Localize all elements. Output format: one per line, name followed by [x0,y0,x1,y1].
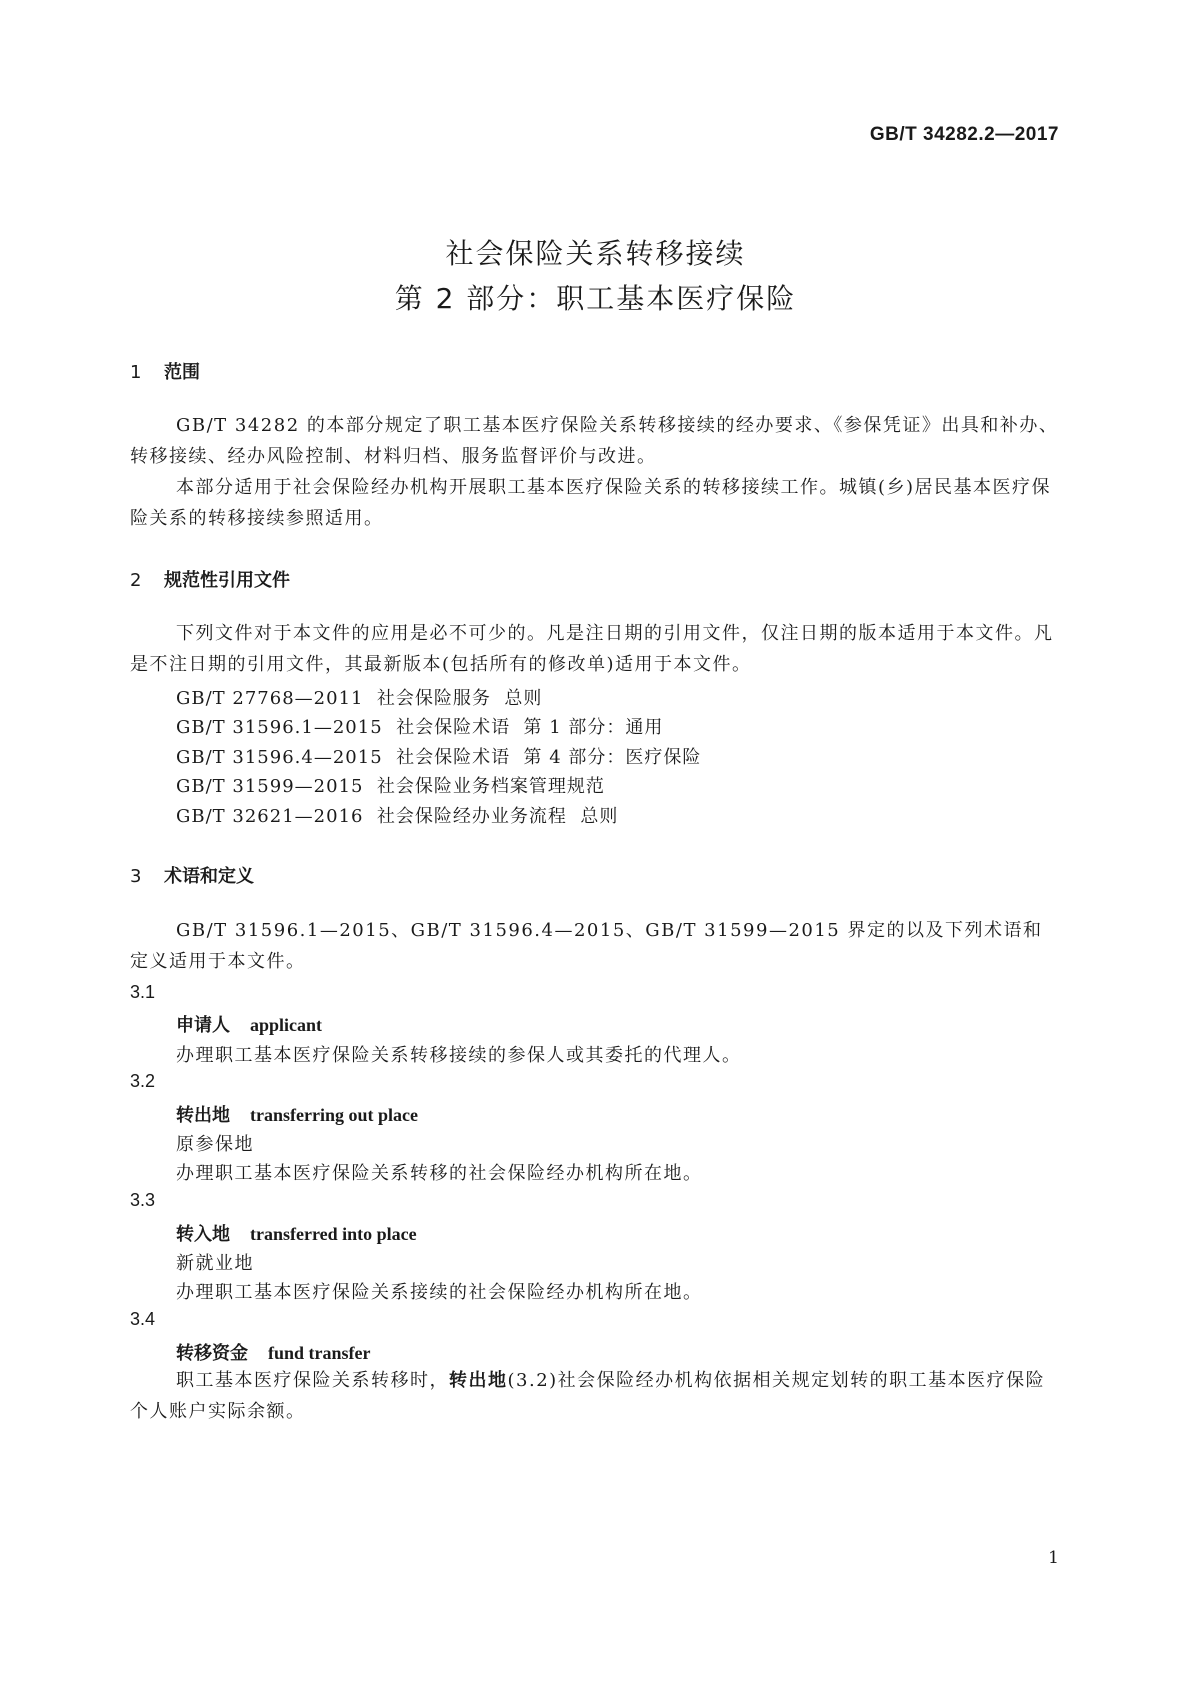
page-number: 1 [1048,1548,1059,1568]
term-admitted-synonym: 新就业地 [176,1253,254,1274]
scope-paragraph-1: GB/T 34282 的本部分规定了职工基本医疗保险关系转移接续的经办要求、《参保凭证》出具和补办、转移接续、经办风险控制、材料归档、服务监督评价与改进。 [130,415,1059,467]
reference-item: GB/T 31596.1—2015 社会保险术语 第 1 部分：通用 [176,717,664,738]
clause-number: 3.4 [130,1309,156,1329]
definition-text: (3.2)社会保险经办机构依据相关规定划转的职工基本医疗保险个人账户实际余额。 [130,1370,1046,1422]
term-definition: 办理职工基本医疗保险关系转移接续的参保人或其委托的代理人。 [176,1045,742,1066]
reference-item: GB/T 31596.4—2015 社会保险术语 第 4 部分：医疗保险 [176,747,702,768]
term-entry [176,1101,418,1127]
document-title-line1: 社会保险关系转移接续 [445,237,746,270]
reference-item: GB/T 27768—2011 社会保险服务 总则 [176,688,543,709]
section-number: 1 [130,362,142,383]
section-title: 术语和定义 [164,866,254,887]
cross-reference-term: 转出地 [449,1370,508,1391]
section-number: 2 [130,570,142,591]
clause-number: 3.2 [130,1071,156,1091]
term-chinese: 转入地 [176,1224,230,1245]
references-paragraph: 下列文件对于本文件的应用是必不可少的。凡是注日期的引用文件，仅注日期的版本适用于本文件。凡是不注日期的引用文件，其最新版本(包括所有的修改单)适用于本文件。 [130,623,1054,675]
reference-item: GB/T 32621—2016 社会保险经办业务流程 总则 [176,806,619,827]
term-entry [176,1011,322,1037]
term-chinese: 转移资金 [176,1343,248,1364]
term-entry [176,1220,417,1246]
term-definition: 办理职工基本医疗保险关系转移的社会保险经办机构所在地。 [176,1163,703,1184]
standard-code: GB/T 34282.2—2017 [869,124,1059,145]
section-title: 规范性引用文件 [164,570,290,591]
section-heading-scope [130,358,200,384]
term-definition [130,1365,1060,1427]
scope-paragraph-2: 本部分适用于社会保险经办机构开展职工基本医疗保险关系的转移接续工作。城镇(乡)居民基本医疗保险关系的转移接续参照适用。 [130,477,1052,529]
term-english: fund transfer [268,1343,371,1363]
reference-item: GB/T 31599—2015 社会保险业务档案管理规范 [176,776,605,797]
section-number: 3 [130,866,142,887]
section-title: 范围 [164,362,200,383]
term-definition: 办理职工基本医疗保险关系接续的社会保险经办机构所在地。 [176,1282,703,1303]
document-title-line2: 第 2 部分：职工基本医疗保险 [394,282,797,315]
term-chinese: 申请人 [176,1015,230,1036]
definition-text: 职工基本医疗保险关系转移时， [176,1370,449,1391]
term-chinese: 转出地 [176,1105,230,1126]
term-english: applicant [250,1015,323,1035]
terms-intro-paragraph: GB/T 31596.1—2015、GB/T 31596.4—2015、GB/T 31599—2015 界定的以及下列术语和定义适用于本文件。 [130,920,1043,972]
section-heading-normative-references [130,566,290,592]
clause-number: 3.3 [130,1190,156,1210]
term-entry [176,1339,371,1365]
term-english: transferred into place [250,1224,417,1244]
term-english: transferring out place [250,1105,418,1125]
clause-number: 3.1 [130,982,156,1002]
term-admitted-synonym: 原参保地 [176,1134,254,1155]
section-heading-terms-definitions [130,862,254,888]
